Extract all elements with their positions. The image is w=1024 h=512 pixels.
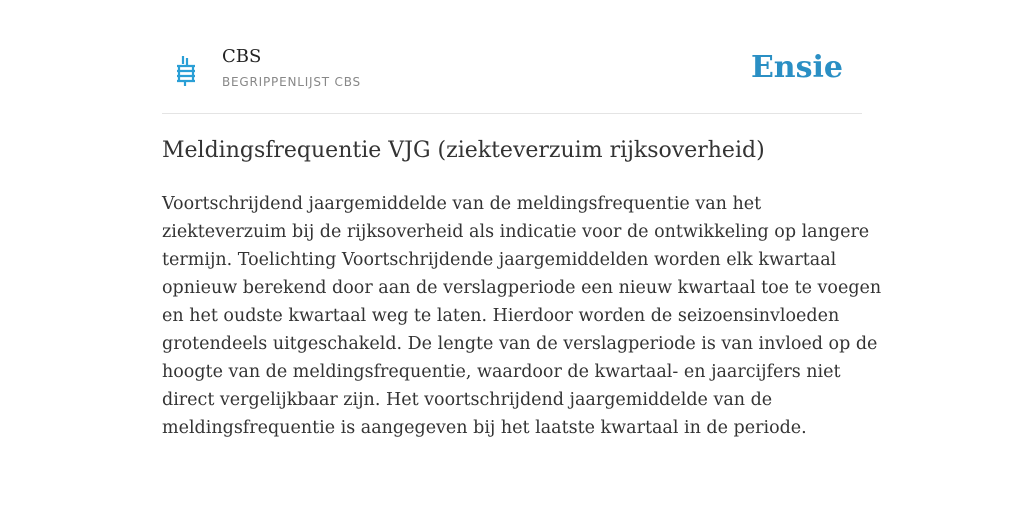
page-header [162,44,862,114]
definition-line: direct vergelijkbaar zijn. Het voortschrijdend jaargemiddelde van de [162,390,773,410]
definition-line: Voortschrijdend jaargemiddelde van de meldingsfrequentie van het [162,194,762,214]
definition-line: ziekteverzuim bij de rijksoverheid als indicatie voor de ontwikkeling op langere [162,222,870,242]
definition-line: hoogte van de meldingsfrequentie, waardoor de kwartaal- en jaarcijfers niet [162,362,841,382]
definition-line: opnieuw berekend door aan de verslagperiode een nieuw kwartaal toe te voegen [162,278,882,298]
organization-subtitle[interactable]: BEGRIPPENLIJST CBS [222,75,361,89]
definition-line: grotendeels uitgeschakeld. De lengte van de verslagperiode is van invloed op de [162,334,878,354]
definition-line: meldingsfrequentie is aangegeven bij het laatste kwartaal in de periode. [162,418,807,438]
page-title: Meldingsfrequentie VJG (ziekteverzuim rijksoverheid) [162,138,765,163]
organization-name[interactable]: CBS [222,46,262,67]
ensie-logo[interactable]: Ensie [750,50,843,85]
definition-text [162,190,882,442]
header-divider [162,113,862,114]
cbs-logo-icon[interactable] [174,54,198,88]
definition-line: termijn. Toelichting Voortschrijdende jaargemiddelden worden elk kwartaal [162,250,837,270]
definition-line: en het oudste kwartaal weg te laten. Hierdoor worden de seizoensinvloeden [162,306,840,326]
